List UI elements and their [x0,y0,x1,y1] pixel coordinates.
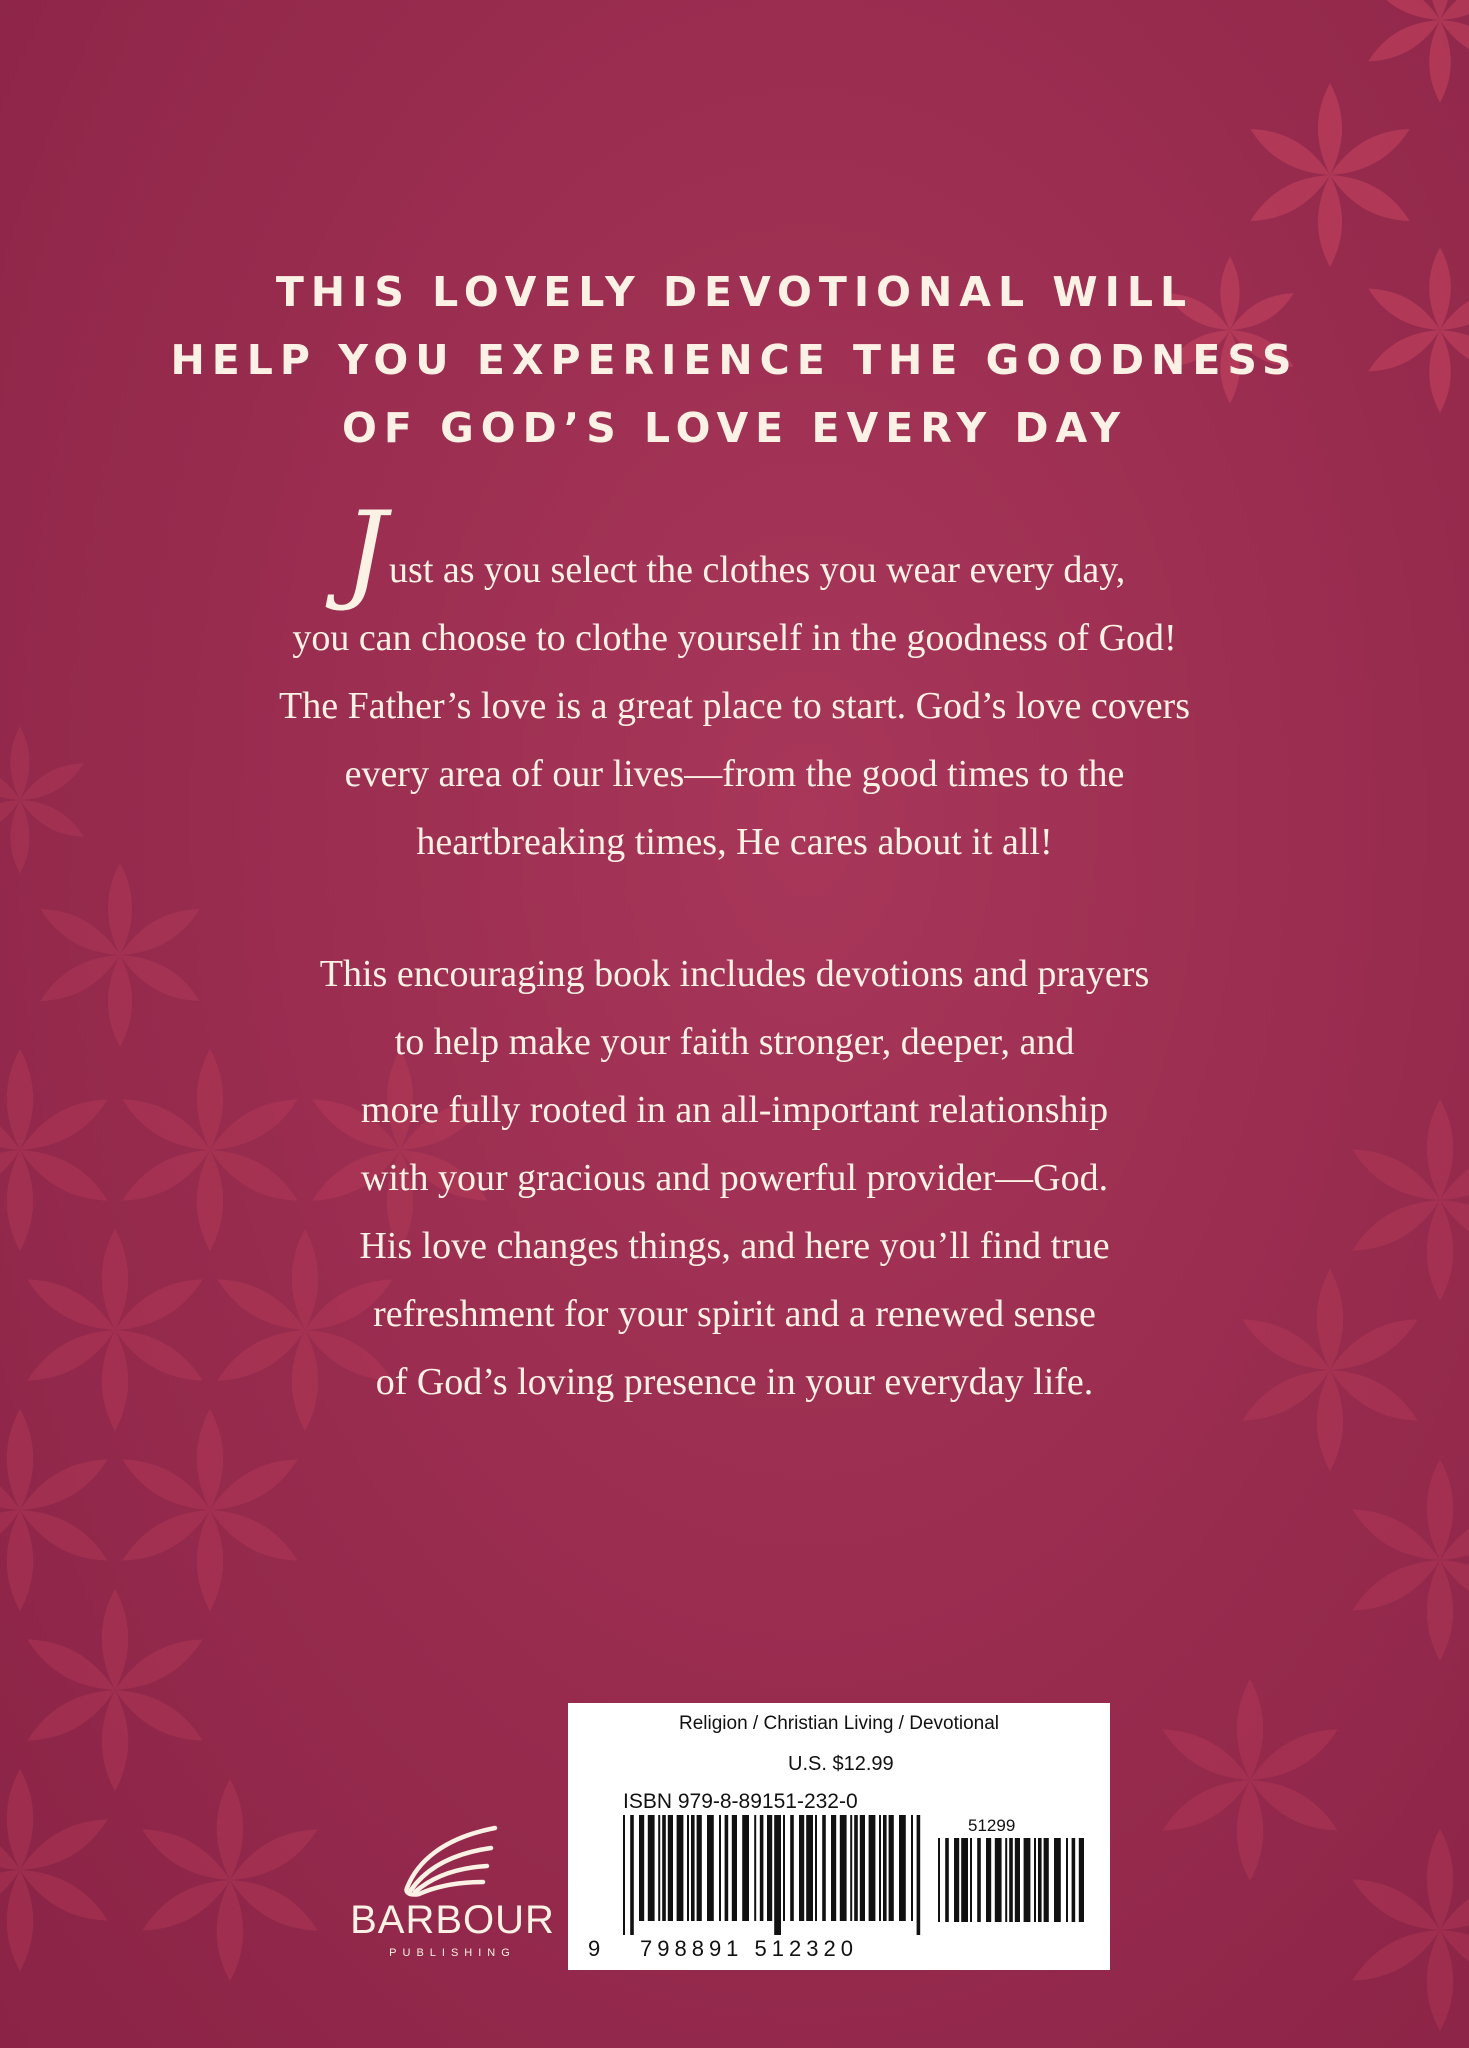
publisher-name: BARBOUR [350,1898,555,1942]
price-code-text: 51299 [968,1816,1016,1835]
barcode-label [568,1703,1110,1970]
paragraph-line [0,489,1469,614]
paragraph-line: you can choose to clothe yourself in the goodness of God! [292,617,1177,659]
barcode-bars-main [623,1815,923,1935]
price-text: U.S. $12.99 [788,1753,894,1775]
headline-line: HELP YOU EXPERIENCE THE GOODNESS [170,336,1299,384]
description-paragraph-1 [0,489,1469,876]
isbn-text: ISBN 979-8-89151-232-0 [623,1790,858,1813]
barcode-bars-addon [938,1838,1088,1938]
paragraph-line: refreshment for your spirit and a renewed sense [373,1293,1096,1335]
paragraph-line: with your gracious and powerful provider—God. [360,1157,1109,1199]
paragraph-line: more fully rooted in an all-important relationship [360,1089,1109,1131]
paragraph-line: His love changes things, and here you’ll find true [359,1225,1110,1267]
barcode-digits: 798891 512320 [640,1936,858,1961]
category-text: Religion / Christian Living / Devotional [679,1713,999,1734]
paragraph-line: every area of our lives—from the good times to the [344,753,1125,795]
paragraph-line: to help make your faith stronger, deeper, and [394,1021,1075,1063]
headline [0,258,1469,462]
book-pages-icon [345,1810,560,1900]
headline-line: THIS LOVELY DEVOTIONAL WILL [275,268,1194,316]
paragraph-line: This encouraging book includes devotions and prayers [319,953,1150,995]
headline-line: OF GOD’S LOVE EVERY DAY [341,404,1128,452]
barcode-first-digit: 9 [588,1936,601,1961]
paragraph-line-text: ust as you select the clothes you wear every day, [389,549,1126,591]
description-paragraph-2 [0,940,1469,1416]
publisher-logo [345,1810,560,1980]
paragraph-line: of God’s loving presence in your everyday life. [375,1361,1094,1403]
paragraph-line: The Father’s love is a great place to start. God’s love covers [278,685,1191,727]
paragraph-line: heartbreaking times, He cares about it all! [416,821,1053,863]
publisher-subtitle: PUBLISHING [389,1947,516,1959]
drop-cap: J [343,489,388,614]
